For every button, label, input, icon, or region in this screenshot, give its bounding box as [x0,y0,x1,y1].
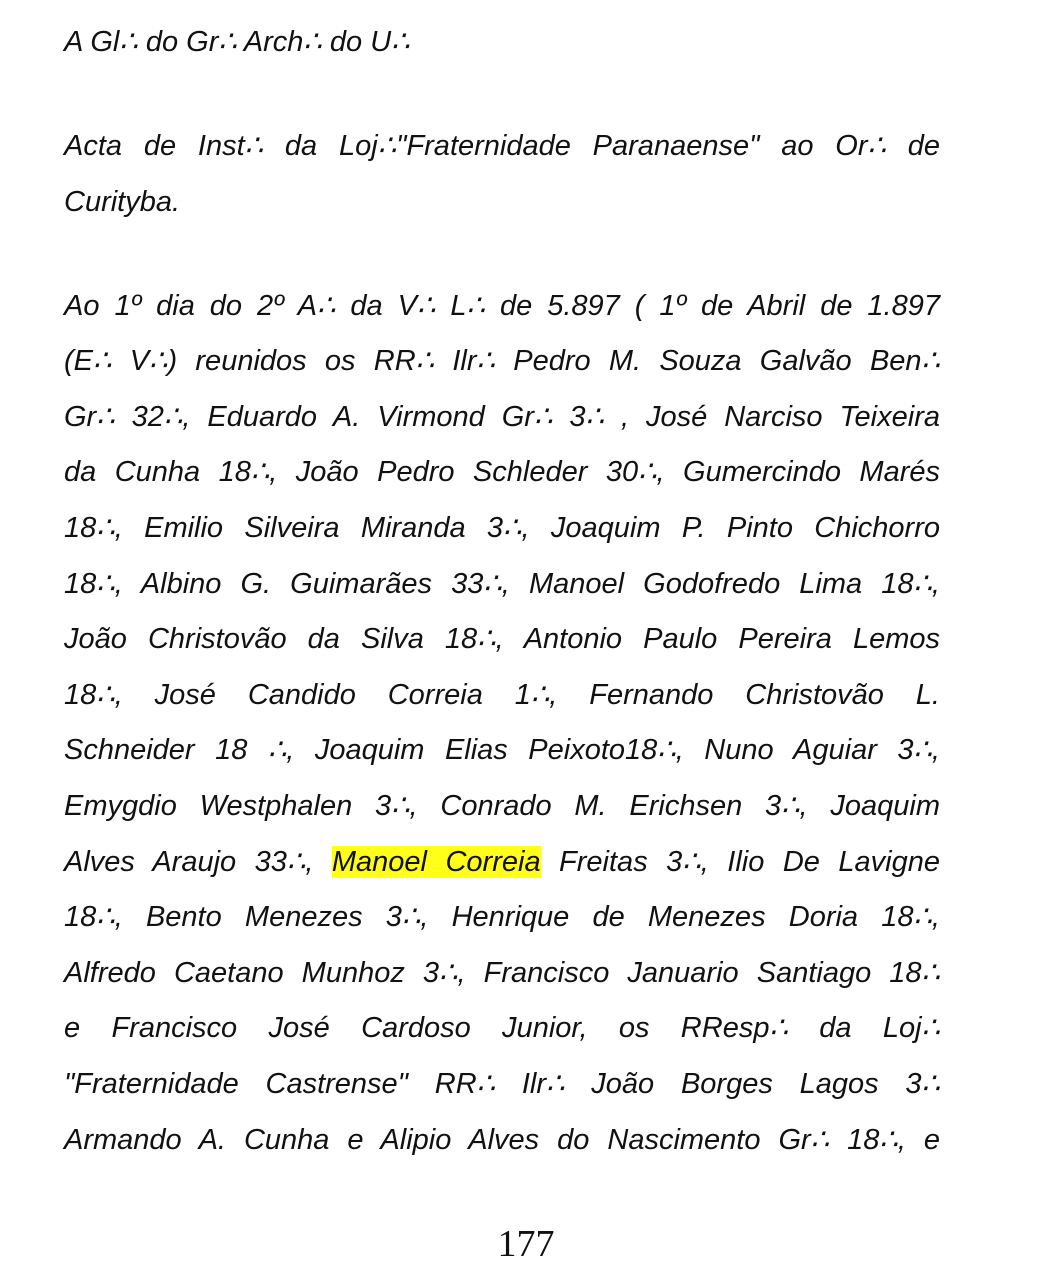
body-line: 18∴, Emilio Silveira Miranda 3∴, Joaquim P. Pinto Chichorro [64,512,940,544]
page-number: 177 [497,1223,555,1265]
body-line: Emygdio Westphalen 3∴, Conrado M. Erichsen 3∴, Joaquim [64,790,940,822]
body-line: 18∴, Albino G. Guimarães 33∴, Manoel Godofredo Lima 18∴, [64,568,940,600]
body-line: "Fraternidade Castrense" RR∴ Ilr∴ João Borges Lagos 3∴ [64,1068,940,1100]
body-line: Alfredo Caetano Munhoz 3∴, Francisco Januario Santiago 18∴ [64,957,940,989]
highlight-line-before: Alves Araujo 33∴, [64,846,332,878]
body-line: (E∴ V∴) reunidos os RR∴ Ilr∴ Pedro M. Souza Galvão Ben∴ [64,345,940,377]
body-line: Schneider 18 ∴, Joaquim Elias Peixoto18∴, Nuno Aguiar 3∴, [64,734,940,766]
body-line: e Francisco José Cardoso Junior, os RResp∴ da Loj∴ [64,1012,940,1044]
body-line: Armando A. Cunha e Alipio Alves do Nascimento Gr∴ 18∴, e [64,1124,940,1156]
body-line: da Cunha 18∴, João Pedro Schleder 30∴, Gumercindo Marés [64,456,940,488]
body-line: 18∴, Bento Menezes 3∴, Henrique de Menezes Doria 18∴, [64,901,940,933]
document-heading: A Gl∴ do Gr∴ Arch∴ do U∴ [64,26,410,58]
highlighted-name: Manoel Correia [331,846,541,878]
body-line: 18∴, José Candido Correia 1∴, Fernando Christovão L. [64,679,940,711]
body-line: Ao 1º dia do 2º A∴ da V∴ L∴ de 5.897 ( 1º de Abril de 1.897 [64,290,940,322]
body-line: João Christovão da Silva 18∴, Antonio Paulo Pereira Lemos [64,623,940,655]
document-title-line-1: Acta de Inst∴ da Loj∴"Fraternidade Paranaense" ao Or∴ de [64,130,940,162]
document-title-line-2: Curityba. [64,186,181,218]
highlight-line-after: Freitas 3∴, Ilio De Lavigne [540,846,940,878]
body-line-with-highlight [64,842,940,882]
body-line: Gr∴ 32∴, Eduardo A. Virmond Gr∴ 3∴ , José Narciso Teixeira [64,401,940,433]
